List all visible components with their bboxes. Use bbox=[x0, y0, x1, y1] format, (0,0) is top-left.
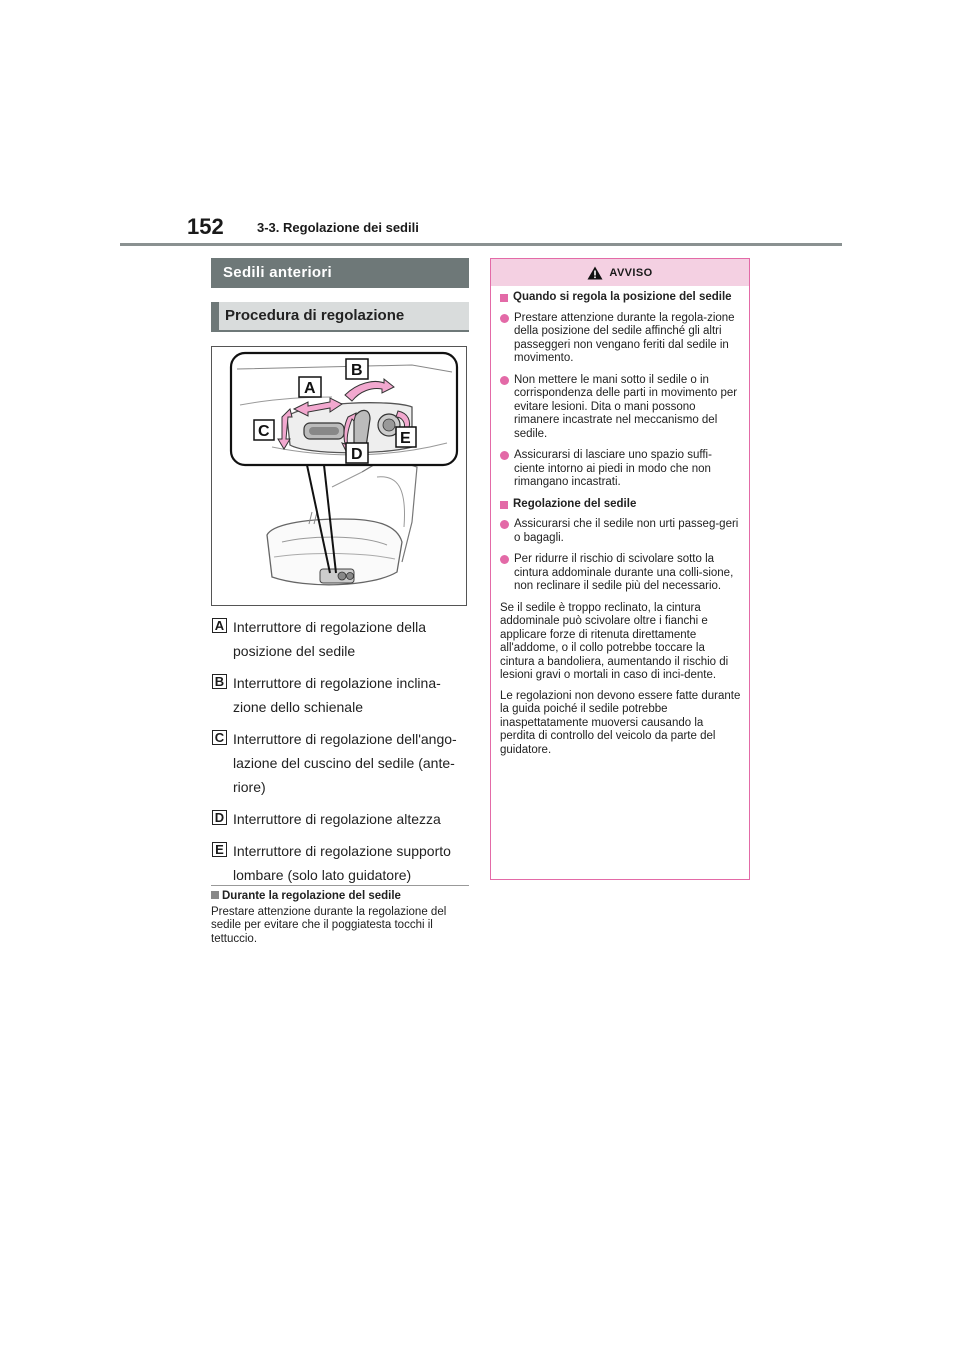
legend-letter: C bbox=[212, 730, 227, 745]
square-bullet-icon bbox=[500, 294, 508, 302]
left-column bbox=[211, 258, 469, 606]
legend-letter: D bbox=[212, 810, 227, 825]
warning-header bbox=[491, 259, 749, 286]
legend-item bbox=[212, 615, 472, 663]
warning-body bbox=[491, 286, 749, 757]
page-number: 152 bbox=[187, 214, 224, 239]
warning-subheading: Regolazione del sedile bbox=[500, 498, 741, 512]
warning-bullet: Non mettere le mani sotto il sedile o in corrispondenza delle parti in movimento per evitare lesioni. Dita o mani possono rimanere incastrate nel meccanismo del sedile. bbox=[500, 374, 741, 442]
seat-illustration bbox=[212, 347, 466, 605]
warning-subheading: Quando si regola la posizione del sedile bbox=[500, 291, 741, 305]
circle-bullet-icon bbox=[500, 376, 509, 385]
warning-box bbox=[490, 258, 750, 880]
circle-bullet-icon bbox=[500, 555, 509, 564]
legend-list bbox=[212, 615, 472, 895]
legend-letter: A bbox=[212, 618, 227, 633]
warning-paragraph: Le regolazioni non devono essere fatte durante la guida poiché il sedile potrebbe inaspettatamente muoversi causando la perdita di controllo del veicolo da parte del guidatore. bbox=[500, 689, 741, 756]
note-divider bbox=[211, 885, 469, 886]
legend-text: Interruttore di regolazione della posizione del sedile bbox=[233, 619, 427, 659]
legend-item bbox=[212, 807, 472, 831]
note-text: Prestare attenzione durante la regolazione del sedile per evitare che il poggiatesta tocchi il tettuccio. bbox=[211, 905, 447, 945]
section-title: 3-3. Regolazione dei sedili bbox=[257, 220, 419, 235]
circle-bullet-icon bbox=[500, 451, 509, 460]
warning-title: AVVISO bbox=[609, 266, 653, 279]
warning-bullet: Per ridurre il rischio di scivolare sotto la cintura addominale durante una colli-sione, non reclinare il sedile più del necessario. bbox=[500, 553, 741, 594]
warning-bullet: Assicurarsi che il sedile non urti passeg-geri o bagagli. bbox=[500, 518, 741, 545]
figure-label-e: E bbox=[400, 430, 411, 447]
legend-item bbox=[212, 671, 472, 719]
legend-text: Interruttore di regolazione altezza bbox=[233, 811, 441, 827]
legend-item bbox=[212, 727, 472, 799]
legend-letter: B bbox=[212, 674, 227, 689]
warning-paragraph: Se il sedile è troppo reclinato, la cintura addominale può scivolare oltre i fianchi e applicare forze di ritenuta direttamente all'addome, o il collo potrebbe toccare la cintura a bandoliera, aumentando il rischio di lesioni gravi o mortali in caso di inci-dente. bbox=[500, 601, 729, 681]
section-heading: Sedili anteriori bbox=[211, 258, 469, 288]
subsection-heading: Procedura di regolazione bbox=[211, 302, 469, 332]
figure-label-b: B bbox=[351, 362, 363, 379]
legend-text: Interruttore di regolazione dell'ango-lazione del cuscino del sedile (ante-riore) bbox=[233, 731, 457, 795]
legend-text: Interruttore di regolazione supporto lombare (solo lato guidatore) bbox=[233, 843, 451, 883]
header-divider bbox=[120, 243, 842, 246]
warning-triangle-icon bbox=[587, 266, 603, 280]
legend-letter: E bbox=[212, 842, 227, 857]
legend-text: Interruttore di regolazione inclina-zione dello schienale bbox=[233, 675, 441, 715]
note-block bbox=[211, 890, 469, 946]
square-bullet-icon bbox=[500, 501, 508, 509]
figure-label-c: C bbox=[258, 423, 270, 440]
warning-bullet: Assicurarsi di lasciare uno spazio suffi-ciente intorno ai piedi in modo che non rimangano incastrati. bbox=[500, 449, 741, 490]
legend-item bbox=[212, 839, 472, 887]
figure-label-a: A bbox=[304, 380, 316, 397]
square-bullet-icon bbox=[211, 891, 219, 899]
warning-bullet: Prestare attenzione durante la regola-zione della posizione del sedile affinché gli altri passeggeri non vengano feriti dal sedile in movimento. bbox=[500, 312, 741, 366]
circle-bullet-icon bbox=[500, 520, 509, 529]
circle-bullet-icon bbox=[500, 314, 509, 323]
note-title: Durante la regolazione del sedile bbox=[222, 890, 401, 902]
seat-switch-figure bbox=[211, 346, 467, 606]
figure-label-d: D bbox=[351, 446, 363, 463]
